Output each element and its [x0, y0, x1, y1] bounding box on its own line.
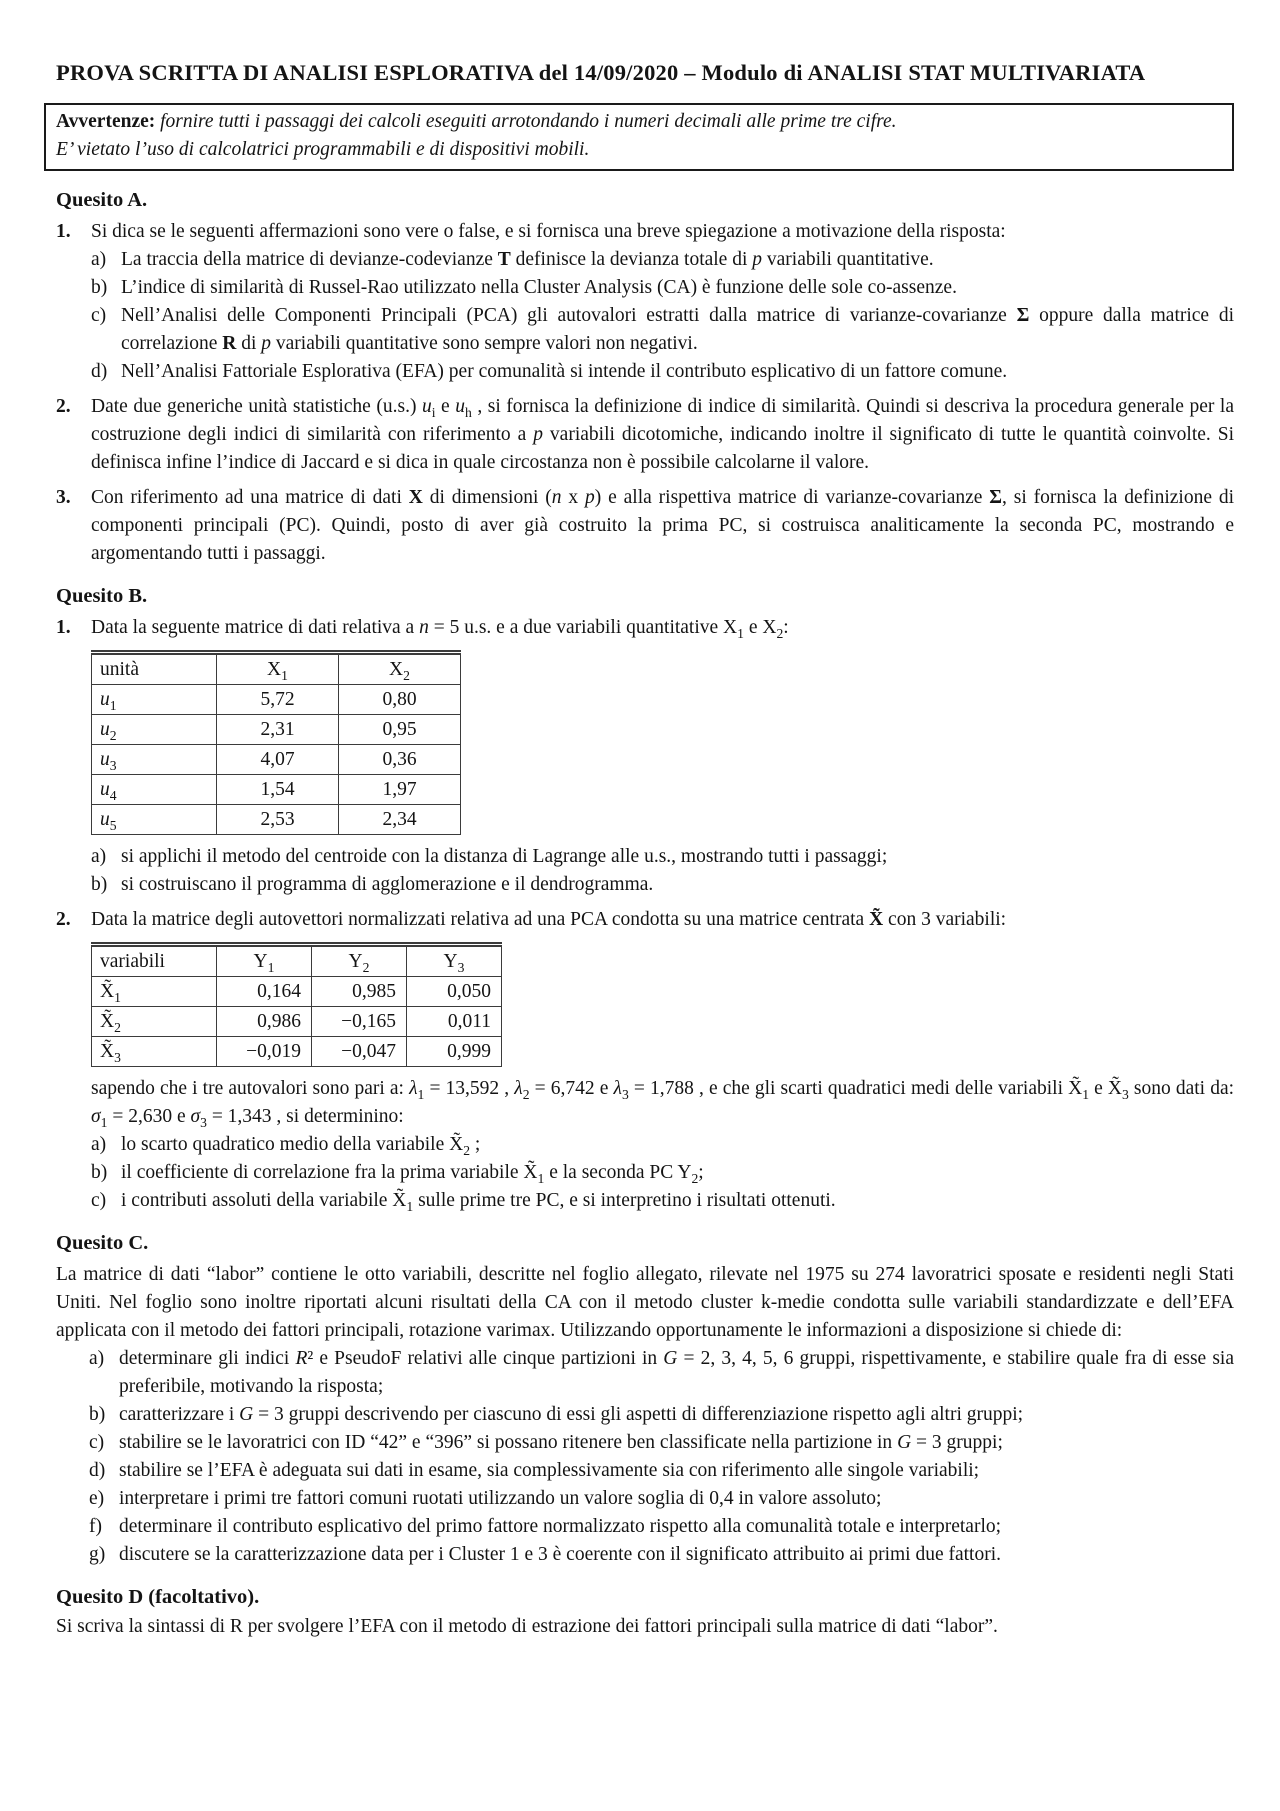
- subitem-text: determinare gli indici R² e PseudoF relativi alle cinque partizioni in G = 2, 3, 4, 5, 6 gruppi, rispettivamente, e stabilire quale fra di esse sia preferibile, motivando la risposta;: [119, 1348, 1234, 1397]
- table-cell: $X̃_1$: [92, 977, 217, 1007]
- subitem-text: si costruiscano il programma di agglomerazione e il dendrogramma.: [121, 874, 654, 895]
- item-text: Con riferimento ad una matrice di dati X di dimensioni (n x p) e alla rispettiva matrice di varianze-covarianze Σ, si fornisca la definizione di componenti principali (PC). Quindi, posto di aver già costruito la prima PC, si costruisca analiticamente la seconda PC, mostrando e argomentando tutti i passaggi.: [91, 487, 1235, 564]
- subitem-b: [91, 274, 1234, 302]
- table-cell: 0,985: [312, 977, 407, 1007]
- table-cell: $X̃_3$: [92, 1037, 217, 1067]
- table-header-cell: $Y_2$: [312, 945, 407, 977]
- table-cell: −0,047: [312, 1037, 407, 1067]
- subitem-a: [89, 1345, 1234, 1401]
- table-cell: 1,54: [217, 775, 339, 805]
- subitem-text: La traccia della matrice di devianze-codevianze T definisce la devianza totale di p variabili quantitative.: [121, 249, 934, 270]
- item-number: 1.: [56, 221, 71, 242]
- quesito-b-heading: Quesito B.: [56, 585, 148, 607]
- units-data-table: [91, 650, 461, 835]
- item-body: [91, 906, 1234, 1215]
- subitem-letter: a): [91, 1134, 107, 1155]
- table-cell: −0,165: [312, 1007, 407, 1037]
- page-title: PROVA SCRITTA DI ANALISI ESPLORATIVA del 14/09/2020 – Modulo di ANALISI STAT MULTIVARIATA: [56, 60, 1146, 85]
- subitem-text: interpretare i primi tre fattori comuni ruotati utilizzando un valore soglia di 0,4 in valore assoluto;: [119, 1488, 882, 1509]
- table-cell: 1,97: [339, 775, 461, 805]
- subitem-b: [89, 1401, 1234, 1429]
- table-header-row: [92, 945, 502, 977]
- section-quesito-b: [56, 582, 1234, 1215]
- subitem-letter: b): [91, 277, 108, 298]
- item-text: Data la matrice degli autovettori normalizzati relativa ad una PCA condotta su una matrice centrata X̃ con 3 variabili:: [91, 909, 1007, 930]
- table-row: [92, 775, 461, 805]
- item-body: [91, 484, 1234, 568]
- subitem-c: [91, 1187, 1234, 1215]
- table-header-cell: $X_2$: [339, 653, 461, 685]
- table-cell: $u_5$: [92, 805, 217, 835]
- subitem-text: L’indice di similarità di Russel-Rao utilizzato nella Cluster Analysis (CA) è funzione delle sole co-assenze.: [121, 277, 957, 298]
- table-cell: 4,07: [217, 745, 339, 775]
- subitem-letter: a): [91, 249, 107, 270]
- subitem-text: caratterizzare i G = 3 gruppi descrivendo per ciascuno di essi gli aspetti di differenziazione rispetto agli altri gruppi;: [119, 1404, 1024, 1425]
- subitem-text: si applichi il metodo del centroide con la distanza di Lagrange alle u.s., mostrando tutti i passaggi;: [121, 846, 888, 867]
- table-row: [92, 685, 461, 715]
- subitem-letter: b): [91, 874, 108, 895]
- subitem-b: [91, 1159, 1234, 1187]
- table-header-cell: $Y_1$: [217, 945, 312, 977]
- quesito-d-text: Si scriva la sintassi di R per svolgere l’EFA con il metodo di estrazione dei fattori principali sulla matrice di dati “labor”.: [56, 1616, 998, 1637]
- table-cell: 2,53: [217, 805, 339, 835]
- table-cell: 0,011: [407, 1007, 502, 1037]
- table-cell: $u_3$: [92, 745, 217, 775]
- section-quesito-c: [56, 1229, 1234, 1569]
- notice-text-1: fornire tutti i passaggi dei calcoli eseguiti arrotondando i numeri decimali alle prime tre cifre.: [160, 111, 897, 132]
- quesito-a-heading: Quesito A.: [56, 189, 148, 211]
- subitem-text: i contributi assoluti della variabile $X̃_1$ sulle prime tre PC, e si interpretino i risultati ottenuti.: [121, 1190, 836, 1214]
- item-after-text: sapendo che i tre autovalori sono pari a: $\lambda_1 = 13,592$ , $\lambda_2 = 6,742$ e $\lambda_3 = 1,788$ , e che gli scarti quadratici medi delle variabili $X̃_1$ e $X̃_3$ sono dati da: $\sigma_1 = 2,630$ e $\sigma_3 = 1,343$ , si determinino:: [91, 1078, 1235, 1130]
- table-row: [92, 745, 461, 775]
- subitem-letter: g): [89, 1544, 106, 1565]
- notice-label: Avvertenze:: [56, 111, 156, 132]
- subitem-text: il coefficiente di correlazione fra la prima variabile $X̃_1$ e la seconda PC $Y_2$;: [121, 1162, 704, 1186]
- subitem-a: [91, 246, 1234, 274]
- subitem-g: [89, 1541, 1234, 1569]
- subitem-letter: e): [89, 1488, 105, 1509]
- subitem-letter: d): [89, 1460, 106, 1481]
- table-header-cell: unità: [92, 653, 217, 685]
- table-header-cell: $Y_3$: [407, 945, 502, 977]
- table-cell: 0,95: [339, 715, 461, 745]
- subitem-letter: c): [89, 1432, 105, 1453]
- table-cell: 0,164: [217, 977, 312, 1007]
- subitem-text: stabilire se le lavoratrici con ID “42” e “396” si possano ritenere ben classificate nella partizione in G = 3 gruppi;: [119, 1432, 1003, 1453]
- subitem-letter: a): [91, 846, 107, 867]
- table-row: [92, 1007, 502, 1037]
- subitem-text: lo scarto quadratico medio della variabile $X̃_2$ ;: [121, 1134, 481, 1158]
- item-text: Si dica se le seguenti affermazioni sono vere o false, e si fornisca una breve spiegazione a motivazione della risposta:: [91, 221, 1006, 242]
- table-cell: −0,019: [217, 1037, 312, 1067]
- quesito-a-item-3: [56, 484, 1234, 568]
- subitem-letter: b): [89, 1404, 106, 1425]
- subitem-letter: c): [91, 305, 107, 326]
- table-cell: $u_2$: [92, 715, 217, 745]
- subitem-a: [91, 1131, 1234, 1159]
- quesito-b-item-1: [56, 614, 1234, 899]
- quesito-a-item-1: [56, 218, 1234, 386]
- notice-line-1: [56, 108, 1222, 136]
- quesito-d-heading: Quesito D (facoltativo).: [56, 1586, 260, 1608]
- table-cell: $u_1$: [92, 685, 217, 715]
- quesito-c-heading: Quesito C.: [56, 1232, 149, 1254]
- table-cell: 2,31: [217, 715, 339, 745]
- table-cell: 0,36: [339, 745, 461, 775]
- quesito-b-item-2: [56, 906, 1234, 1215]
- subitem-text: determinare il contributo esplicativo del primo fattore normalizzato rispetto alla comunalità totale e interpretarlo;: [119, 1516, 1002, 1537]
- table-cell: 0,986: [217, 1007, 312, 1037]
- table-header-row: [92, 653, 461, 685]
- quesito-a-item-2: [56, 393, 1234, 477]
- table-cell: $u_4$: [92, 775, 217, 805]
- item-text: Data la seguente matrice di dati relativa a n = 5 u.s. e a due variabili quantitative $X_1$ e $X_2$:: [91, 617, 789, 641]
- subitem-text: stabilire se l’EFA è adeguata sui dati in esame, sia complessivamente sia con riferimento alle singole variabili;: [119, 1460, 980, 1481]
- subitem-letter: d): [91, 361, 108, 382]
- notice-text-2: E’ vietato l’uso di calcolatrici programmabili e di dispositivi mobili.: [56, 139, 590, 160]
- table-cell: 0,050: [407, 977, 502, 1007]
- subitem-text: discutere se la caratterizzazione data per i Cluster 1 e 3 è coerente con il significato attribuito ai primi due fattori.: [119, 1544, 1002, 1565]
- section-quesito-a: [56, 186, 1234, 568]
- section-quesito-d: [56, 1583, 1234, 1641]
- item-body: [91, 218, 1234, 386]
- subitem-text: Nell’Analisi delle Componenti Principali (PCA) gli autovalori estratti dalla matrice di varianze-covarianze Σ oppure dalla matrice di correlazione R di p variabili quantitative sono sempre valori non negativi.: [121, 305, 1234, 354]
- eigenvector-table: [91, 942, 502, 1067]
- quesito-c-list: [89, 1345, 1234, 1569]
- table-cell: 5,72: [217, 685, 339, 715]
- table-cell: 0,999: [407, 1037, 502, 1067]
- quesito-c-intro: La matrice di dati “labor” contiene le otto variabili, descritte nel foglio allegato, rilevate nel 1975 su 274 lavoratrici sposate e residenti negli Stati Uniti. Nel foglio sono inoltre riportati alcuni risultati della CA con il metodo cluster k-medie condotta sulle variabili standardizzate e dell’EFA applicata con il metodo dei fattori principali, rotazione varimax. Utilizzando opportunamente le informazioni a disposizione si chiede di:: [56, 1264, 1234, 1341]
- table-header-cell: $X_1$: [217, 653, 339, 685]
- subitem-c: [91, 302, 1234, 358]
- subitem-letter: b): [91, 1162, 108, 1183]
- notice-box: [44, 103, 1234, 171]
- item-number: 2.: [56, 396, 71, 417]
- table-cell: 2,34: [339, 805, 461, 835]
- table-row: [92, 977, 502, 1007]
- table-row: [92, 715, 461, 745]
- subitem-letter: c): [91, 1190, 107, 1211]
- subitem-f: [89, 1513, 1234, 1541]
- subitem-letter: a): [89, 1348, 105, 1369]
- subitem-letter: f): [89, 1516, 102, 1537]
- table-header-cell: variabili: [92, 945, 217, 977]
- table-row: [92, 805, 461, 835]
- item-number: 3.: [56, 487, 71, 508]
- subitem-text: Nell’Analisi Fattoriale Esplorativa (EFA) per comunalità si intende il contributo esplicativo di un fattore comune.: [121, 361, 1008, 382]
- subitem-a: [91, 843, 1234, 871]
- table-cell: $X̃_2$: [92, 1007, 217, 1037]
- subitem-b: [91, 871, 1234, 899]
- table-row: [92, 1037, 502, 1067]
- item-body: [91, 614, 1234, 899]
- notice-line-2: [56, 136, 1222, 164]
- subitem-d: [89, 1457, 1234, 1485]
- item-text: Date due generiche unità statistiche (u.s.) $u_i$ e $u_h$ , si fornisca la definizione di indice di similarità. Quindi si descriva la procedura generale per la costruzione degli indici di similarità con riferimento a p variabili dicotomiche, indicando inoltre il significato di tutte le quantità coinvolte. Si definisca infine l’indice di Jaccard e si dica in quale circostanza non è possibile calcolarne il valore.: [91, 396, 1234, 473]
- subitem-e: [89, 1485, 1234, 1513]
- item-body: [91, 393, 1234, 477]
- item-number: 2.: [56, 909, 71, 930]
- item-number: 1.: [56, 617, 71, 638]
- subitem-d: [91, 358, 1234, 386]
- table-cell: 0,80: [339, 685, 461, 715]
- subitem-c: [89, 1429, 1234, 1457]
